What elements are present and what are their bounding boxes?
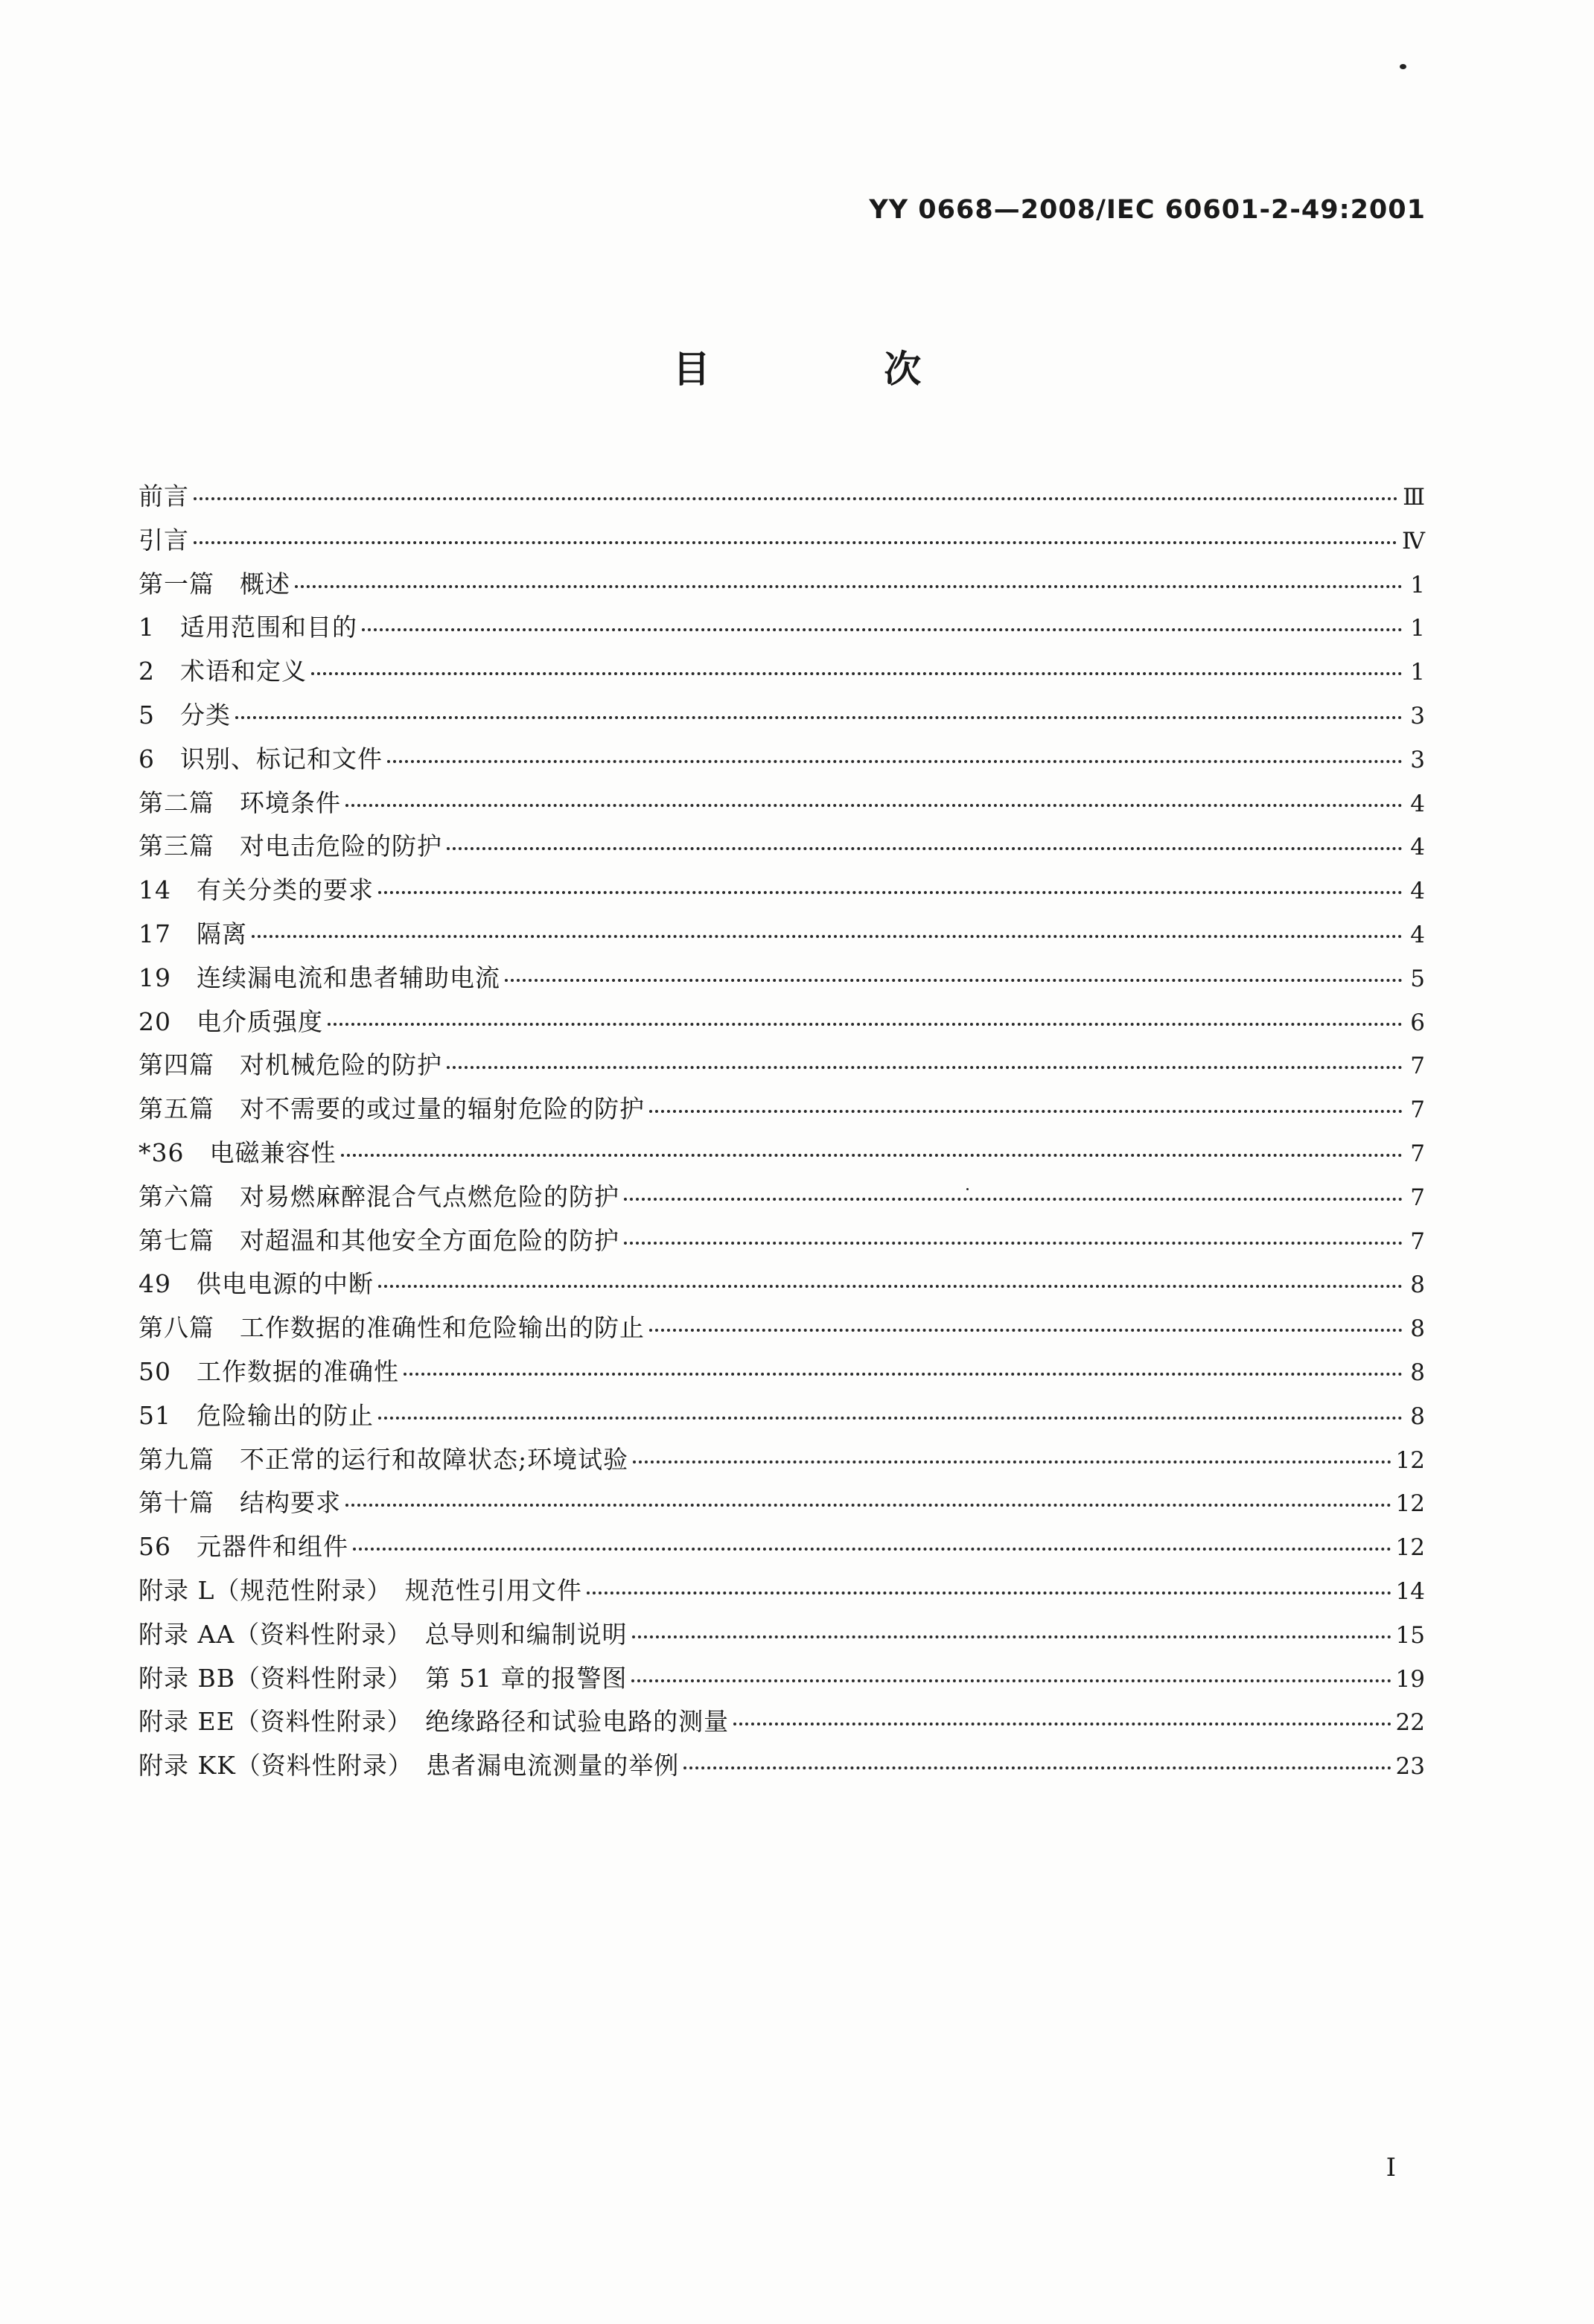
toc-entry-page: 12 <box>1395 1534 1425 1562</box>
toc-entry-label: 5 分类 <box>138 700 231 730</box>
table-of-contents <box>138 475 1425 1788</box>
toc-dot-leader <box>624 1198 1403 1201</box>
standard-number: YY 0668—2008/IEC 60601-2-49:2001 <box>869 195 1426 225</box>
toc-entry[interactable] <box>138 694 1425 738</box>
toc-entry-label: 第三篇 对电击危险的防护 <box>138 831 442 861</box>
toc-dot-leader <box>378 891 1403 894</box>
toc-dot-leader <box>632 1635 1391 1638</box>
toc-entry-page: 7 <box>1410 1184 1425 1211</box>
toc-entry-page: 8 <box>1410 1315 1425 1343</box>
toc-entry-page: 14 <box>1395 1577 1425 1605</box>
toc-entry-label: 附录 KK（资料性附录） 患者漏电流测量的举例 <box>138 1751 680 1781</box>
scan-speck <box>1400 64 1406 69</box>
toc-dot-leader <box>587 1592 1391 1594</box>
toc-entry[interactable] <box>138 1744 1425 1788</box>
toc-entry[interactable] <box>138 1131 1425 1175</box>
toc-entry-page: 3 <box>1410 746 1425 773</box>
toc-dot-leader <box>235 716 1403 719</box>
toc-entry-page: 4 <box>1410 834 1425 861</box>
toc-entry-label: 附录 AA（资料性附录） 总导则和编制说明 <box>138 1619 628 1649</box>
toc-entry-page: 1 <box>1410 659 1425 686</box>
toc-entry-page: Ⅳ <box>1402 527 1425 555</box>
toc-entry[interactable] <box>138 1700 1425 1744</box>
toc-entry[interactable] <box>138 1569 1425 1613</box>
toc-entry-page: Ⅲ <box>1403 484 1425 511</box>
toc-entry-label: 2 术语和定义 <box>138 657 307 686</box>
toc-dot-leader <box>378 1285 1403 1288</box>
toc-dot-leader <box>649 1110 1403 1113</box>
toc-entry-page: 8 <box>1410 1402 1425 1430</box>
toc-entry-label: 附录 L（规范性附录） 规范性引用文件 <box>138 1575 582 1605</box>
toc-entry-page: 1 <box>1410 571 1425 598</box>
toc-dot-leader <box>378 1417 1403 1420</box>
toc-entry-label: 第九篇 不正常的运行和故障状态;环境试验 <box>138 1444 629 1474</box>
toc-entry-label: 第八篇 工作数据的准确性和危险输出的防止 <box>138 1313 645 1343</box>
toc-dot-leader <box>252 935 1403 938</box>
toc-entry[interactable] <box>138 782 1425 826</box>
toc-dot-leader <box>194 497 1398 500</box>
toc-dot-leader <box>447 1066 1403 1069</box>
toc-dot-leader <box>624 1242 1403 1245</box>
toc-dot-leader <box>328 1023 1403 1026</box>
toc-entry-page: 6 <box>1410 1009 1425 1036</box>
toc-entry-page: 12 <box>1395 1446 1425 1474</box>
toc-entry[interactable] <box>138 1088 1425 1131</box>
toc-entry-label: 前言 <box>138 482 189 511</box>
toc-dot-leader <box>295 585 1403 588</box>
toc-entry-label: 第七篇 对超温和其他安全方面危险的防护 <box>138 1225 619 1255</box>
toc-entry-page: 7 <box>1410 1140 1425 1167</box>
toc-entry[interactable] <box>138 1438 1425 1482</box>
toc-entry-label: 第二篇 环境条件 <box>138 788 341 817</box>
toc-entry[interactable] <box>138 869 1425 913</box>
toc-dot-leader <box>683 1766 1391 1769</box>
toc-dot-leader <box>345 1504 1391 1507</box>
toc-dot-leader <box>345 804 1403 807</box>
toc-dot-leader <box>649 1329 1403 1332</box>
page-title: 目 次 <box>672 348 1002 391</box>
toc-entry[interactable] <box>138 1525 1425 1569</box>
toc-entry[interactable] <box>138 1262 1425 1306</box>
toc-entry-label: 20 电介质强度 <box>138 1006 323 1036</box>
toc-entry-page: 4 <box>1410 790 1425 817</box>
toc-dot-leader <box>505 979 1403 982</box>
toc-dot-leader <box>362 628 1403 631</box>
toc-entry-label: 第五篇 对不需要的或过量的辐射危险的防护 <box>138 1094 645 1124</box>
toc-entry-label: 1 适用范围和目的 <box>138 613 357 642</box>
toc-entry-page: 3 <box>1410 702 1425 730</box>
toc-entry-label: 第六篇 对易燃麻醉混合气点燃危险的防护 <box>138 1181 619 1211</box>
toc-entry[interactable] <box>138 913 1425 957</box>
toc-dot-leader <box>387 760 1403 763</box>
toc-entry[interactable] <box>138 1219 1425 1263</box>
toc-entry[interactable] <box>138 738 1425 782</box>
toc-entry[interactable] <box>138 650 1425 694</box>
toc-dot-leader <box>631 1679 1391 1682</box>
toc-entry-label: 56 元器件和组件 <box>138 1532 348 1562</box>
toc-entry-label: 第十篇 结构要求 <box>138 1488 341 1518</box>
toc-entry-label: 6 识别、标记和文件 <box>138 744 383 773</box>
toc-entry-page: 15 <box>1395 1621 1425 1649</box>
toc-entry-label: 19 连续漏电流和患者辅助电流 <box>138 963 500 992</box>
toc-entry[interactable] <box>138 1306 1425 1350</box>
toc-entry-page: 4 <box>1410 921 1425 948</box>
toc-entry-page: 7 <box>1410 1053 1425 1080</box>
toc-entry[interactable] <box>138 1657 1425 1701</box>
toc-entry-label: 附录 BB（资料性附录） 第 51 章的报警图 <box>138 1663 628 1693</box>
toc-entry[interactable] <box>138 475 1425 519</box>
toc-entry-label: 17 隔离 <box>138 919 247 948</box>
toc-dot-leader <box>353 1548 1391 1551</box>
toc-dot-leader <box>311 672 1403 675</box>
toc-dot-leader <box>733 1723 1391 1726</box>
toc-entry-page: 22 <box>1395 1709 1425 1737</box>
toc-entry-label: 附录 EE（资料性附录） 绝缘路径和试验电路的测量 <box>138 1707 730 1737</box>
toc-entry[interactable] <box>138 957 1425 1000</box>
toc-entry-label: 引言 <box>138 525 189 555</box>
toc-entry[interactable] <box>138 1000 1425 1044</box>
toc-entry-page: 23 <box>1395 1753 1425 1781</box>
toc-entry-label: 14 有关分类的要求 <box>138 875 374 905</box>
toc-entry-label: *36 电磁兼容性 <box>138 1137 337 1167</box>
toc-entry[interactable] <box>138 606 1425 650</box>
toc-entry-label: 第四篇 对机械危险的防护 <box>138 1050 442 1080</box>
toc-entry-page: 8 <box>1410 1359 1425 1386</box>
toc-entry-label: 51 危险输出的防止 <box>138 1400 374 1430</box>
toc-entry-page: 4 <box>1410 878 1425 905</box>
toc-entry[interactable] <box>138 519 1425 563</box>
toc-entry[interactable] <box>138 825 1425 869</box>
page-number: I <box>1386 2153 1396 2183</box>
toc-entry-label: 50 工作数据的准确性 <box>138 1356 399 1386</box>
toc-dot-leader <box>341 1154 1403 1157</box>
toc-entry-page: 19 <box>1395 1665 1425 1693</box>
toc-entry[interactable] <box>138 1175 1425 1219</box>
toc-dot-leader <box>404 1373 1403 1376</box>
toc-entry[interactable] <box>138 1350 1425 1394</box>
toc-entry-page: 5 <box>1410 965 1425 992</box>
toc-entry-label: 第一篇 概述 <box>138 569 290 598</box>
toc-entry-label: 49 供电电源的中断 <box>138 1269 374 1299</box>
toc-entry[interactable] <box>138 1394 1425 1438</box>
toc-dot-leader <box>447 847 1403 850</box>
toc-entry-page: 12 <box>1395 1490 1425 1518</box>
toc-entry-page: 7 <box>1410 1228 1425 1255</box>
toc-entry[interactable] <box>138 563 1425 607</box>
toc-entry[interactable] <box>138 1613 1425 1657</box>
toc-entry-page: 7 <box>1410 1096 1425 1124</box>
toc-entry-page: 1 <box>1410 615 1425 642</box>
toc-entry[interactable] <box>138 1044 1425 1088</box>
toc-dot-leader <box>194 541 1397 544</box>
toc-dot-leader <box>633 1461 1391 1463</box>
toc-entry-page: 8 <box>1410 1271 1425 1299</box>
toc-entry[interactable] <box>138 1481 1425 1525</box>
